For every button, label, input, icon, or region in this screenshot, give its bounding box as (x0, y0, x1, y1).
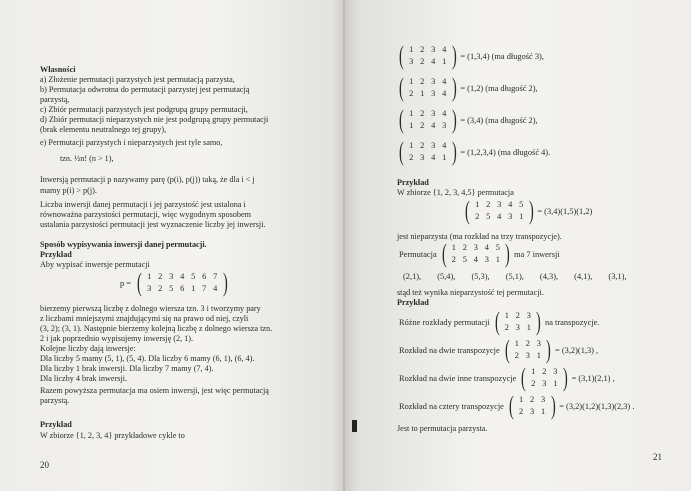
cell: 1 (442, 57, 447, 66)
method-line: Dla liczby 4 brak inwersji. (40, 374, 128, 383)
perm-bottom-cell: 6 (180, 284, 185, 293)
cell: 1 (540, 407, 546, 416)
cell: 2 (420, 141, 425, 150)
left-paren: ( (464, 196, 470, 225)
cell: 3 (431, 45, 436, 54)
cell: 1 (553, 379, 558, 388)
cell: 3 (525, 351, 530, 360)
decomp-label: Rozkład na dwie inne transpozycje (399, 373, 517, 383)
left-paren: ( (398, 105, 404, 134)
heading-example: Przykład (397, 298, 429, 307)
inversion-definition: mamy p(i) > p(j). (40, 186, 97, 195)
method-line: bierzemy pierwszą liczbę z dolnego wiersza tzn. 3 i tworzymy pary (40, 304, 261, 313)
decomp-result: = (3,2)(1,3) , (555, 345, 599, 355)
cell: 3 (431, 141, 436, 150)
perm-bottom-cell: 1 (191, 284, 196, 293)
left-paren: ( (398, 73, 404, 102)
cell: 1 (504, 311, 509, 320)
cell: 3 (508, 212, 513, 221)
property-line: a) Złożenie permutacji parzystych jest permutacją parzysta, (40, 75, 235, 84)
cell: 1 (475, 200, 480, 209)
cell: 2 (504, 323, 509, 332)
cell: 1 (451, 243, 456, 252)
cell: 1 (531, 367, 536, 376)
cell: 4 (431, 121, 436, 130)
cell: 2 (420, 109, 425, 118)
left-paren: ( (508, 391, 514, 420)
cell: 1 (409, 109, 414, 118)
left-paren: ( (398, 41, 404, 70)
left-paren: ( (521, 363, 526, 392)
cycle-result: = (1,2,3,4) (ma długość 4). (460, 147, 551, 157)
left-paren: ( (136, 268, 142, 297)
cell: 1 (495, 255, 500, 264)
perm-bottom-cell: 7 (202, 284, 207, 293)
perm-label: p = (120, 278, 132, 288)
right-page (345, 0, 691, 491)
cell: 4 (431, 57, 436, 66)
heading-example: Przykład (40, 420, 72, 429)
cell: 2 (420, 45, 425, 54)
page-number: 21 (653, 452, 662, 462)
perm-top-cell: 4 (180, 272, 185, 281)
cell: 4 (442, 109, 447, 118)
cell: 3 (536, 339, 541, 348)
decomp-label: Rozkład na cztery transpozycje (399, 401, 504, 411)
right-paren: ) (222, 268, 228, 297)
cell: 2 (462, 243, 467, 252)
right-paren: ) (550, 391, 556, 420)
cell: 5 (519, 200, 524, 209)
cycle-matrix (397, 137, 551, 166)
heading-properties: Własności (40, 65, 76, 74)
heading-example: Przykład (40, 250, 72, 259)
inversion-paragraph: ustalania parzystości permutacji jest wyznaczenie liczby jej inwersji. (40, 220, 266, 229)
cell: 4 (508, 200, 513, 209)
cell: 1 (409, 77, 414, 86)
cell: 3 (526, 311, 531, 320)
perm-top-cell: 3 (169, 272, 174, 281)
right-paren: ) (451, 73, 457, 102)
cell: 3 (484, 255, 489, 264)
cell: 5 (495, 243, 500, 252)
cell: 3 (540, 395, 546, 404)
cell: 5 (462, 255, 467, 264)
even-note: Jest to permutacja parzysta. (397, 424, 488, 433)
decomposition (397, 391, 635, 420)
left-paren: ( (504, 335, 510, 364)
perm-top-cell: 1 (147, 272, 152, 281)
property-line: c) Zbiór permutacji parzystych jest podgrupą grupy permutacji, (40, 105, 248, 114)
cell: 2 (514, 351, 519, 360)
cell: 2 (518, 407, 524, 416)
cell: 2 (531, 379, 536, 388)
example-intro: Aby wypisać inwersje permutacji (40, 260, 150, 269)
cell: 1 (409, 141, 414, 150)
cell: 3 (431, 77, 436, 86)
set-intro: W zbiorze {1, 2, 3, 4,5} permutacja (397, 188, 514, 197)
cell: 4 (497, 212, 502, 221)
cycles-intro: W zbiorze {1, 2, 3, 4} przykładowe cykle to (40, 431, 185, 440)
cell: 4 (473, 255, 478, 264)
cell: 5 (486, 212, 491, 221)
odd-text: jest nieparzysta (ma rozkład na trzy transpozycje). (397, 232, 562, 241)
cell: 4 (442, 89, 447, 98)
cell: 1 (526, 323, 531, 332)
cell: 2 (409, 89, 414, 98)
cell: 1 (518, 395, 524, 404)
inversion-paragraph: Liczba inwersji danej permutacji i jej parzystość jest ustalona i (40, 200, 246, 209)
cell: 3 (529, 407, 535, 416)
cell: 3 (553, 367, 558, 376)
cell: 2 (542, 367, 547, 376)
cell: 1 (409, 121, 414, 130)
cell: 2 (486, 200, 491, 209)
right-paren: ) (562, 363, 568, 392)
odd-conclusion: stąd też wynika nieparzystość tej permutacji. (397, 288, 544, 297)
cycle-matrix (397, 41, 544, 70)
method-line: z liczbami mniejszymi znajdującymi się na prawo od niej, czyli (40, 314, 249, 323)
right-paren: ) (451, 137, 457, 166)
cell: 2 (451, 255, 456, 264)
cell: 4 (484, 243, 489, 252)
right-paren: ) (451, 105, 457, 134)
inversion-definition: Inwersją permutacji p nazywamy parę (p(i), p(j)) taką, że dla i < j (40, 175, 255, 184)
heading-method: Sposób wypisywania inwersji danej permutacji. (40, 240, 207, 249)
decomp-label: Rozkład na dwie transpozycje (399, 345, 500, 355)
permutation-matrix (118, 268, 229, 297)
cell: 3 (497, 200, 502, 209)
perm-bottom-cell: 4 (213, 284, 218, 293)
cell: 2 (420, 57, 425, 66)
cell: 1 (519, 212, 524, 221)
method-line: (3, 2); (3, 1). Następnie bierzemy kolejną liczbę z dolnego wiersza tzn. (40, 324, 273, 333)
cell: 2 (525, 339, 530, 348)
right-paren: ) (536, 307, 542, 336)
decomposition (397, 363, 615, 392)
right-paren: ) (505, 239, 511, 268)
right-paren: ) (546, 335, 552, 364)
right-paren: ) (451, 41, 457, 70)
cell: 1 (420, 89, 425, 98)
cell: 4 (442, 45, 447, 54)
property-line: b) Permutacja odwrotna do permutacji parzystej jest permutacją (40, 85, 250, 94)
property-line: e) Permutacji parzystych i nieparzystych jest tyle samo, (40, 138, 223, 147)
decomposition (397, 307, 600, 336)
left-paren: ( (494, 307, 500, 336)
left-paren: ( (441, 239, 447, 268)
cell: 1 (536, 351, 541, 360)
permutation-matrix (397, 239, 560, 268)
cell: 1 (514, 339, 519, 348)
heading-example: Przykład (397, 178, 429, 187)
perm-result: ma 7 inwersji (514, 249, 560, 259)
page-number: 20 (40, 460, 49, 470)
left-page (0, 0, 345, 491)
left-paren: ( (398, 137, 404, 166)
decomp-result: = (3,1)(2,1) , (571, 373, 615, 383)
property-line: d) Zbiór permutacji nieparzystych nie jest podgrupą grupy permutacji (40, 115, 269, 124)
perm-word: Permutacja (399, 249, 437, 259)
cycle-matrix (397, 105, 538, 134)
permutation-matrix (463, 196, 593, 225)
cell: 3 (431, 109, 436, 118)
page-marker (352, 420, 357, 432)
method-line: 2 i jak poprzednio wypisujemy inwersję (2, 1). (40, 334, 194, 343)
cycle-result: = (3,4) (ma długość 2), (460, 115, 538, 125)
cell: 4 (431, 153, 436, 162)
cell: 4 (442, 141, 447, 150)
method-line: Razem powyższa permutacja ma osiem inwersji, jest więc permutacją (40, 386, 269, 395)
perm-top-cell: 5 (191, 272, 196, 281)
cell: 1 (442, 153, 447, 162)
cell: 2 (420, 121, 425, 130)
cycle-matrix (397, 73, 538, 102)
cell: 2 (409, 153, 414, 162)
cell: 3 (420, 153, 425, 162)
method-line: Dla liczby 1 brak inwersji. Dla liczby 7 mamy (7, 4). (40, 364, 214, 373)
decomposition (397, 335, 599, 364)
method-line: Dla liczby 5 mamy (5, 1), (5, 4). Dla liczby 6 mamy (6, 1), (6, 4). (40, 354, 255, 363)
method-line: Kolejne liczby dają inwersje: (40, 344, 136, 353)
cell: 3 (473, 243, 478, 252)
decomp-label: Różne rozkłady permutacji (399, 317, 490, 327)
cycle-result: = (1,2) (ma długość 2), (460, 83, 538, 93)
perm-bottom-cell: 3 (147, 284, 152, 293)
cycle-result: = (1,3,4) (ma długość 3), (460, 51, 544, 61)
count-formula: tzn. ½n! (n > 1), (60, 154, 114, 163)
inversion-paragraph: równoważna parzystości permutacji, więc wygodnym sposobem (40, 210, 252, 219)
cell: 3 (431, 89, 436, 98)
perm-bottom-cell: 2 (158, 284, 163, 293)
perm-bottom-cell: 5 (169, 284, 174, 293)
cell: 2 (420, 77, 425, 86)
cell: 3 (442, 121, 447, 130)
decomp-result: na transpozycje. (545, 317, 600, 327)
cell: 3 (515, 323, 520, 332)
cell: 2 (529, 395, 535, 404)
perm-top-cell: 6 (202, 272, 207, 281)
method-line: parzystą. (40, 396, 70, 405)
cell: 3 (542, 379, 547, 388)
cell: 2 (475, 212, 480, 221)
perm-top-cell: 7 (213, 272, 218, 281)
decomp-result: = (3,2)(1,2)(1,3)(2,3) . (559, 401, 635, 411)
right-paren: ) (528, 196, 534, 225)
cell: 3 (409, 57, 414, 66)
cell: 1 (409, 45, 414, 54)
property-line: parzystą, (40, 95, 70, 104)
perm-result: = (3,4)(1,5)(1,2) (537, 206, 593, 216)
perm-top-cell: 2 (158, 272, 163, 281)
inversions-list: (2,1), (5,4), (5,3), (5,1), (4,3), (4,1), (3,1), (403, 272, 627, 281)
cell: 2 (515, 311, 520, 320)
property-line: (brak elementu neutralnego tej grupy), (40, 125, 167, 134)
cell: 4 (442, 77, 447, 86)
